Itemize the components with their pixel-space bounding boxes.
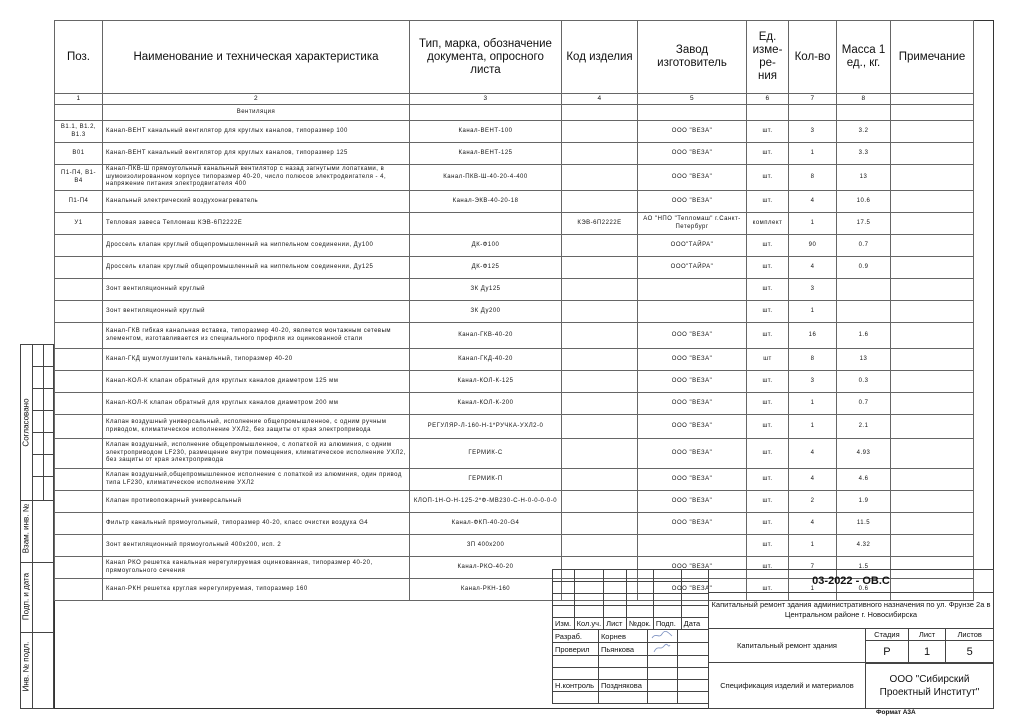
cell-type: Канал-ВЕНТ-125 [410,143,562,165]
cell-unit: шт. [747,257,789,279]
stage-value: Р [866,641,909,664]
cell-note [891,491,974,513]
cell-qty: 4 [789,257,837,279]
inv-zam-label: Взам. инв. № [21,503,31,554]
cell-qty: 4 [789,513,837,535]
cell-mass: 1.6 [837,323,891,349]
cell-code [562,491,638,513]
cell-code [562,121,638,143]
revision-grid [552,569,709,630]
cell-note [891,513,974,535]
razrab-label: Разраб. [553,630,599,643]
cell-note [891,213,974,235]
cell-mass: 13 [837,349,891,371]
cell-code [562,415,638,439]
cell-qty: 3 [789,121,837,143]
cell-code [562,279,638,301]
project-title: Капитальный ремонт здания административного назначения по ул. Фрунзе 2а в Центральном районе г. Новосибирска [708,592,994,629]
cell-pos: В1.1, В1.2, В1.3 [55,121,103,143]
cell-name: Клапан противопожарный универсальный [103,491,410,513]
table-row [55,301,974,323]
cell-note [891,535,974,557]
cell-type: Канал-ФКП-40-20-G4 [410,513,562,535]
cell-maker: ООО "ВЕЗА" [638,513,747,535]
cell-mass: 2.1 [837,415,891,439]
cell-pos: П1-П4 [55,191,103,213]
cell-type: ЗП 400х200 [410,535,562,557]
cell-mass: 0.9 [837,257,891,279]
cell-pos [55,535,103,557]
cell-maker: ООО "ВЕЗА" [638,557,747,579]
cell-name: Зонт вентиляционный круглый [103,279,410,301]
prov-label: Проверил [553,643,599,656]
cell-code [562,439,638,469]
cell-qty: 1 [789,415,837,439]
cell-mass: 0.3 [837,371,891,393]
header-cell: Код изделия [562,21,638,94]
cell-note [891,165,974,191]
cell-maker: ООО "ВЕЗА" [638,579,747,601]
cell-pos [55,491,103,513]
cell-note [891,279,974,301]
cell-note [891,143,974,165]
cell-mass: 11.5 [837,513,891,535]
cell-unit: шт. [747,415,789,439]
table-row [55,257,974,279]
header-cell: Масса 1 ед., кг. [837,21,891,94]
cell-qty: 3 [789,371,837,393]
signature-icon [650,630,674,640]
cell-type: Канал-РКО-40-20 [410,557,562,579]
cell-name: Канал-ГКД шумоглушитель канальный, типоразмер 40-20 [103,349,410,371]
cell-pos: У1 [55,213,103,235]
cell-mass [837,279,891,301]
table-row [55,191,974,213]
cell-unit: шт. [747,191,789,213]
cell-name: Канал-РКН решетка круглая нерегулируемая, типоразмер 160 [103,579,410,601]
table-row [55,105,974,121]
cell-pos: В01 [55,143,103,165]
cell-code [562,469,638,491]
column-number: 8 [837,94,891,105]
sign-date-label: Подп. и дата [21,572,31,621]
column-number: 3 [410,94,562,105]
cell-maker [638,279,747,301]
cell-unit: шт. [747,165,789,191]
cell-maker: ООО "ВЕЗА" [638,323,747,349]
cell-qty: 7 [789,557,837,579]
cell-maker [638,301,747,323]
cell-maker: ООО "ВЕЗА" [638,121,747,143]
stage-label: Стадия [866,629,909,641]
header-cell: Завод изготовитель [638,21,747,94]
cell-type: Канал-РКН-160 [410,579,562,601]
cell-code [562,393,638,415]
cell-maker: ООО "ВЕЗА" [638,349,747,371]
cell-mass: 0.7 [837,235,891,257]
cell-qty: 1 [789,213,837,235]
cell-unit: шт. [747,579,789,601]
cell-note [891,301,974,323]
cell-name: Дроссель клапан круглый общепромышленный на ниппельном соединении, Ду100 [103,235,410,257]
table-row [55,279,974,301]
table-header [55,21,974,94]
cell-maker: ООО "ВЕЗА" [638,165,747,191]
cell-unit: шт. [747,557,789,579]
table-row [55,349,974,371]
cell-type: Канал-ЭКВ-40-20-18 [410,191,562,213]
cell-maker: ООО "ВЕЗА" [638,415,747,439]
column-number: 5 [638,94,747,105]
cell-unit: шт [747,349,789,371]
cell-name: Зонт вентиляционный круглый [103,301,410,323]
cell-unit: шт. [747,439,789,469]
cell-code [562,349,638,371]
cell-code [562,235,638,257]
cell-pos [55,279,103,301]
cell-name: Дроссель клапан круглый общепромышленный на ниппельном соединении, Ду125 [103,257,410,279]
cell-qty: 8 [789,165,837,191]
cell-unit: шт. [747,535,789,557]
cell-note [891,121,974,143]
table-row [55,469,974,491]
cell-mass: 4.6 [837,469,891,491]
signature-icon [650,643,674,653]
header-cell: Кол-во [789,21,837,94]
cell-mass: 17.5 [837,213,891,235]
cell-note [891,371,974,393]
cell-mass [837,105,891,121]
cell-type: Канал-ГКД-40-20 [410,349,562,371]
cell-unit: шт. [747,323,789,349]
cell-name: Канал-ПКВ-Ш прямоугольный канальный вентилятор с назад загнутыми лопатками, в шумоизолированном корпусе типоразмер 40-20, число полюсов электродвигателя - 4, напряжение питания электродвигателя 400 [103,165,410,191]
stage-grid [865,628,994,664]
cell-code [562,301,638,323]
cell-unit: шт. [747,371,789,393]
signatures-grid [552,629,709,704]
nkontr-name: Позднякова [598,680,647,692]
cell-unit: шт. [747,279,789,301]
table-row [55,513,974,535]
doc-code: 03-2022 - ОВ.С [708,569,994,593]
cell-code [562,371,638,393]
col-date: Дата [681,618,708,630]
cell-type: Канал-ГКВ-40-20 [410,323,562,349]
cell-qty: 1 [789,301,837,323]
cell-mass: 13 [837,165,891,191]
cell-unit [747,105,789,121]
cell-name: Канальный электрический воздухонагреватель [103,191,410,213]
cell-pos [55,323,103,349]
cell-pos [55,371,103,393]
cell-mass: 4.32 [837,535,891,557]
table-row [55,371,974,393]
column-number: 7 [789,94,837,105]
cell-type: ГЕРМИК-П [410,469,562,491]
cell-note [891,349,974,371]
cell-unit: шт. [747,143,789,165]
table-row [55,535,974,557]
cell-pos [55,557,103,579]
cell-code [562,535,638,557]
cell-qty: 1 [789,535,837,557]
table-row [55,415,974,439]
cell-mass: 1.9 [837,491,891,513]
cell-qty: 1 [789,393,837,415]
prov-name: Пьянкова [598,643,647,656]
cell-maker [638,105,747,121]
cell-qty: 4 [789,439,837,469]
cell-type: ДК-Ф100 [410,235,562,257]
cell-type: ДК-Ф125 [410,257,562,279]
cell-type: КЛОП-1Н-О-Н-125-2*Ф-МВ230-С-Н-0-0-0-0-0 [410,491,562,513]
cell-unit: шт. [747,393,789,415]
cell-mass: 10.6 [837,191,891,213]
cell-note [891,323,974,349]
cell-note [891,439,974,469]
cell-maker: ООО "ВЕЗА" [638,469,747,491]
cell-type: Канал-КОЛ-К-200 [410,393,562,415]
spec-table [54,20,974,601]
prov-signature [647,643,677,656]
header-cell: Примечание [891,21,974,94]
cell-maker: ООО "ВЕЗА" [638,371,747,393]
cell-type: ГЕРМИК-С [410,439,562,469]
header-cell: Ед. изме-ре-ния [747,21,789,94]
cell-code [562,165,638,191]
header-cell: Наименование и техническая характеристика [103,21,410,94]
column-number: 6 [747,94,789,105]
cell-name: Канал-КОЛ-К клапан обратный для круглых каналов диаметром 200 мм [103,393,410,415]
cell-pos [55,415,103,439]
cell-note [891,469,974,491]
cell-qty: 16 [789,323,837,349]
cell-pos [55,235,103,257]
cell-maker: ООО"ТАЙРА" [638,235,747,257]
column-numbers [55,94,974,105]
table-row [55,439,974,469]
cell-maker: ООО "ВЕЗА" [638,439,747,469]
column-number: 1 [55,94,103,105]
razrab-name: Корнев [598,630,647,643]
cell-pos [55,513,103,535]
cell-qty: 4 [789,191,837,213]
cell-name: Канал-ВЕНТ канальный вентилятор для круглых каналов, типоразмер 100 [103,121,410,143]
cell-unit: комплект [747,213,789,235]
cell-mass: 0.7 [837,393,891,415]
cell-mass: 4.93 [837,439,891,469]
sheets-value: 5 [946,641,994,664]
inv-podl-label: Инв. № подл. [21,641,31,692]
column-number [891,94,974,105]
cell-type: Канал-ВЕНТ-100 [410,121,562,143]
cell-type: Канал-КОЛ-К-125 [410,371,562,393]
cell-qty: 1 [789,579,837,601]
table-row [55,121,974,143]
col-izm: Изм. [553,618,575,630]
cell-unit: шт. [747,121,789,143]
column-number: 4 [562,94,638,105]
sheet-title: Спецификация изделий и материалов [708,662,866,709]
cell-name: Зонт вентиляционный прямоугольный 400х200, исп. 2 [103,535,410,557]
format-label: Формат А3А [876,709,916,716]
company-name: ООО "Сибирский Проектный Институт" [865,662,994,709]
cell-type: Канал-ПКВ-Ш-40-20-4-400 [410,165,562,191]
cell-qty [789,105,837,121]
cell-type [410,213,562,235]
cell-note [891,191,974,213]
cell-name: Канал-ГКВ гибкая канальная вставка, типоразмер 40-20, является монтажным сетевым элементом, изготавливается из специального профиля из оцинкованной стали [103,323,410,349]
cell-name: Канал РКО решетка канальная нерегулируемая оцинкованная, типоразмер 40-20, прямоугольного сечения [103,557,410,579]
cell-unit: шт. [747,513,789,535]
cell-mass: 3.3 [837,143,891,165]
cell-name: Фильтр канальный прямоугольный, типоразмер 40-20, класс очистки воздуха G4 [103,513,410,535]
cell-unit: шт. [747,301,789,323]
agreed-label: Согласовано [21,398,31,447]
razrab-signature [647,630,677,643]
cell-qty: 8 [789,349,837,371]
table-row [55,393,974,415]
table-row [55,323,974,349]
cell-name: Канал-ВЕНТ канальный вентилятор для круглых каналов, типоразмер 125 [103,143,410,165]
cell-name: Клапан воздушный, исполнение общепромышленное, с лопаткой из алюминия, с одним электроприводом LF230, размещение внутри помещения, климатическое исполнение УХЛ2, без защиты от края электропривода [103,439,410,469]
col-doc: №док. [626,618,653,630]
cell-name: Вентиляция [103,105,410,121]
cell-unit: шт. [747,491,789,513]
cell-mass: 3.2 [837,121,891,143]
cell-qty: 2 [789,491,837,513]
column-number: 2 [103,94,410,105]
table-row [55,235,974,257]
cell-maker: ООО "ВЕЗА" [638,491,747,513]
cell-code [562,323,638,349]
sheet-value: 1 [908,641,946,664]
cell-qty: 3 [789,279,837,301]
nkontr-label: Н.контроль [553,680,599,692]
cell-code [562,513,638,535]
cell-qty: 1 [789,143,837,165]
table-row [55,491,974,513]
header-cell: Тип, марка, обозначение документа, опросного листа [410,21,562,94]
cell-maker: ООО "ВЕЗА" [638,393,747,415]
cell-qty: 4 [789,469,837,491]
col-list: Лист [604,618,627,630]
cell-code [562,191,638,213]
cell-note [891,415,974,439]
cell-note [891,393,974,415]
cell-type: ЗК Ду200 [410,301,562,323]
cell-pos [55,579,103,601]
cell-code [562,143,638,165]
col-kol: Кол.уч. [574,618,604,630]
cell-pos [55,301,103,323]
cell-pos [55,469,103,491]
cell-name: Тепловая завеса Тепломаш КЭВ-6П2222Е [103,213,410,235]
cell-maker: ООО "ВЕЗА" [638,143,747,165]
cell-name: Клапан воздушный,общепромышленное исполнение с лопаткой из алюминия, один привод типа LF230, климатическое исполнение УХЛ2 [103,469,410,491]
table-row [55,165,974,191]
sheets-label: Листов [946,629,994,641]
table-row [55,143,974,165]
cell-type: РЕГУЛЯР-Л-160-Н-1*РУЧКА-УХЛ2-0 [410,415,562,439]
cell-code [562,257,638,279]
cell-note [891,257,974,279]
cell-mass: 0.6 [837,579,891,601]
cell-maker: АО "НПО "Тепломаш" г.Санкт-Петербург [638,213,747,235]
cell-pos [55,257,103,279]
cell-pos [55,393,103,415]
cell-name: Клапан воздушный универсальный, исполнение общепромышленное, с одним ручным приводом, климатическое исполнение УХЛ2, без защиты от края электропривода [103,415,410,439]
cell-mass: 1.5 [837,557,891,579]
cell-note [891,235,974,257]
table-row [55,213,974,235]
cell-type [410,105,562,121]
cell-code [562,105,638,121]
cell-maker: ООО "ВЕЗА" [638,191,747,213]
cell-note [891,105,974,121]
cell-pos [55,105,103,121]
header-cell: Поз. [55,21,103,94]
col-podp: Подп. [653,618,681,630]
cell-qty: 90 [789,235,837,257]
cell-mass [837,301,891,323]
cell-unit: шт. [747,235,789,257]
sheet-label: Лист [908,629,946,641]
cell-maker: ООО"ТАЙРА" [638,257,747,279]
cell-pos [55,349,103,371]
cell-pos [55,439,103,469]
cell-type: ЗК Ду125 [410,279,562,301]
building-name: Капитальный ремонт здания [708,628,866,663]
cell-name: Канал-КОЛ-К клапан обратный для круглых каналов диаметром 125 мм [103,371,410,393]
cell-unit: шт. [747,469,789,491]
cell-code: КЭВ-6П2222Е [562,213,638,235]
cell-maker [638,535,747,557]
cell-pos: П1-П4, В1-В4 [55,165,103,191]
